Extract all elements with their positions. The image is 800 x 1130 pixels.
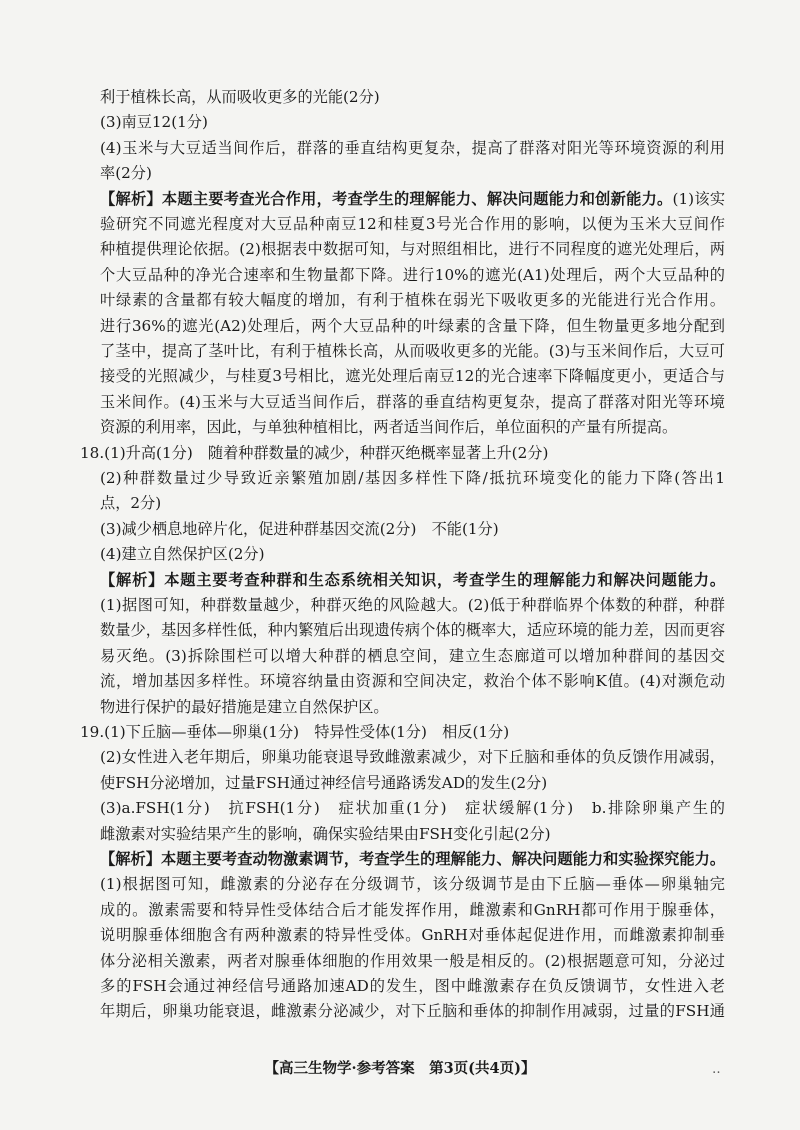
text-line: 利于植株长高，从而吸收更多的光能(2分) [100, 88, 380, 106]
text-line: 使FSH分泌增加，过量FSH通过神经信号通路诱发AD的发生(2分) [100, 773, 548, 792]
text-line: (2)女性进入老年期后，卵巢功能衰退导致雌激素减少，对下丘脑和垂体的负反馈作用减弱， [100, 748, 725, 767]
text-line: 说明腺垂体细胞含有两种激素的特异性受体。GnRH对垂体起促进作用，而雌激素抑制垂 [100, 926, 725, 945]
analysis-text: (1)该实 [672, 189, 725, 208]
text-line: (3)减少栖息地碎片化，促进种群基因交流(2分) 不能(1分) [100, 519, 499, 538]
text-line: 进行36%的遮光(A2)处理后，两个大豆品种的叶绿素的含量下降，但生物量更多地分配到 [100, 316, 725, 335]
analysis-heading: 【解析】本题主要考查种群和生态系统相关知识，考查学生的理解能力和解决问题能力。 [100, 570, 725, 589]
text-line: (3)a.FSH(1分) 抗FSH(1分) 症状加重(1分) 症状缓解(1分) b.排除卵巢产生的 [100, 799, 725, 818]
text-line: 多的FSH会通过神经信号通路加速AD的发生，图中雌激素存在负反馈调节，女性进入老 [100, 977, 725, 995]
analysis-line [100, 569, 725, 591]
text-line: 成的。激素需要和特异性受体结合后才能发挥作用，雌激素和GnRH都可作用于腺垂体， [100, 900, 725, 919]
text-line: 验研究不同遮光程度对大豆品种南豆12和桂夏3号光合作用的影响，以便为玉米大豆间作 [100, 215, 725, 233]
text-line: 易灭绝。(3)拆除围栏可以增大种群的栖息空间，建立生态廊道可以增加种群间的基因交 [100, 646, 725, 665]
text-line: 物进行保护的最好措施是建立自然保护区。 [100, 697, 389, 716]
text-line: 流，增加基因多样性。环境容纳量由资源和空间决定，救治个体不影响K值。(4)对濒危动 [100, 672, 725, 691]
text-line: 接受的光照减少，与桂夏3号相比，遮光处理后南豆12的光合速率下降幅度更小，更适合与 [100, 367, 725, 386]
text-line: (1)据图可知，种群数量越少，种群灭绝的风险越大。(2)低于种群临界个体数的种群，种群 [100, 596, 725, 614]
text-line: 数量少，基因多样性低，种内繁殖后出现遗传病个体的概率大，适应环境的能力差，因而更容 [100, 621, 725, 640]
analysis-line [100, 848, 725, 870]
question-18-answer: 18.(1)升高(1分) 随着种群数量的减少，种群灭绝概率显著上升(2分) [80, 443, 549, 462]
corner-mark: ‥ [712, 1062, 721, 1077]
text-line: 资源的利用率，因此，与单独种植相比，两者适当间作后，单位面积的产量有所提高。 [100, 418, 678, 437]
text-line: 叶绿素的含量都有较大幅度的增加，有利于植株在弱光下吸收更多的光能进行光合作用。 [100, 291, 725, 310]
text-line: 玉米间作。(4)玉米与大豆适当间作后，群落的垂直结构更复杂，提高了群落对阳光等环境 [100, 392, 725, 411]
question-19-answer: 19.(1)下丘脑—垂体—卵巢(1分) 特异性受体(1分) 相反(1分) [80, 723, 510, 741]
analysis-heading: 【解析】本题主要考查光合作用，考查学生的理解能力、解决问题能力和创新能力。 [100, 189, 673, 208]
page-footer: 【高三生物学·参考答案 第3页(共4页)】 [264, 1060, 536, 1077]
text-line: (1)根据图可知，雌激素的分泌存在分级调节，该分级调节是由下丘脑—垂体—卵巢轴完 [100, 875, 725, 894]
text-line: 体分泌相关激素，两者对腺垂体细胞的作用效果一般是相反的。(2)根据题意可知，分泌过 [100, 951, 725, 970]
text-line: 了茎中，提高了茎叶比，有利于植株长高，从而吸收更多的光能。(3)与玉米间作后，大豆可 [100, 342, 725, 360]
text-line: (4)玉米与大豆适当间作后，群落的垂直结构更复杂，提高了群落对阳光等环境资源的利用 [100, 138, 725, 157]
text-line: (3)南豆12(1分) [100, 113, 208, 132]
text-line: (4)建立自然保护区(2分) [100, 545, 265, 564]
text-line: 率(2分) [100, 164, 152, 183]
text-line: 个大豆品种的净光合速率和生物量都下降。进行10%的遮光(A1)处理后，两个大豆品种的 [100, 265, 725, 284]
text-line: (2)种群数量过少导致近亲繁殖加剧/基因多样性下降/抵抗环境变化的能力下降(答出1 [100, 469, 725, 487]
text-line: 年期后，卵巢功能衰退，雌激素分泌减少，对下丘脑和垂体的抑制作用减弱，过量的FSH通 [100, 1002, 725, 1021]
text-line: 种植提供理论依据。(2)根据表中数据可知，与对照组相比，进行不同程度的遮光处理后，两 [100, 240, 725, 259]
text-line: 雌激素对实验结果产生的影响，确保实验结果由FSH变化引起(2分) [100, 824, 551, 843]
analysis-line [100, 188, 725, 210]
analysis-heading: 【解析】本题主要考查动物激素调节，考查学生的理解能力、解决问题能力和实验探究能力。 [100, 850, 725, 868]
text-line: 点，2分) [100, 494, 162, 513]
